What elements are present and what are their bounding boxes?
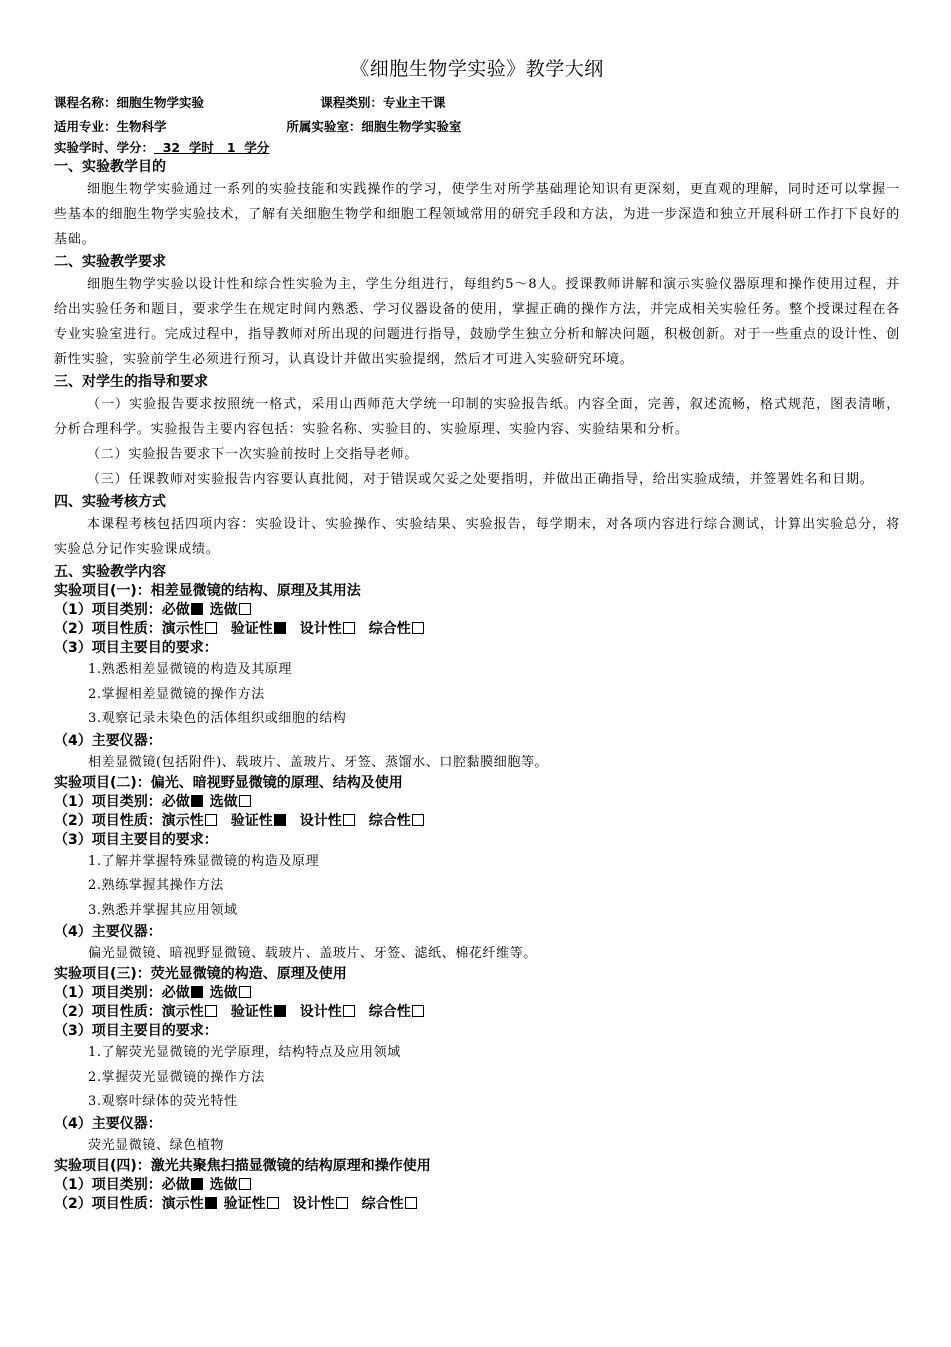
section-paragraph: 细胞生物学实验以设计性和综合性实验为主，学生分组进行，每组约5～8人。授课教师讲解和演示实验仪器原理和操作使用过程，并给出实验任务和题目，要求学生在规定时间内熟悉、学习仪器设备的使用，掌握正确的操作方法，并完成相关实验任务。整个授课过程在各专业实验室进行。完成过程中，指导教师对所出现的问题进行指导，鼓励学生独立分析和解决问题，积极创新。对于一些重点的设计性、创新性实验，实验前学生必须进行预习，认真设计并做出实验提纲，然后才可进入实验研究环境。 [54, 277, 900, 367]
type-label: （1）项目类别： [54, 602, 162, 618]
optional-label: 选做 [209, 1176, 238, 1193]
comprehensive-label: 综合性 [368, 621, 411, 637]
section-paragraph: （三）任课教师对实验报告内容要认真批阅，对于错误或欠妥之处要指明，并做出正确指导，给出实验成绩，并签署姓名和日期。 [87, 472, 874, 487]
section-heading: 四、实验考核方式 [54, 494, 166, 510]
checkbox-unchecked [267, 1197, 279, 1209]
checkbox-unchecked [405, 1197, 417, 1209]
hours-credits [54, 139, 900, 157]
project-type-row [54, 984, 900, 1003]
comprehensive-label: 综合性 [368, 812, 411, 829]
goal-item: 2.掌握荧光显微镜的操作方法 [88, 1069, 265, 1085]
hours-label: 实验学时、学分： [54, 140, 155, 155]
major: 适用专业：生物科学 [54, 119, 167, 134]
nature-label: （2）项目性质： [54, 1004, 162, 1020]
required-label: 必做 [161, 602, 190, 618]
goal-item: 1.熟悉相差显微镜的构造及其原理 [88, 662, 293, 677]
nature-label: （2）项目性质： [54, 1195, 162, 1212]
checkbox-checked [191, 1178, 203, 1190]
comprehensive-label: 综合性 [368, 1004, 411, 1020]
syllabus-page [54, 54, 900, 1214]
nature-label: （2）项目性质： [54, 812, 162, 829]
section-heading: 三、对学生的指导和要求 [54, 374, 208, 390]
project-nature-row [54, 1003, 900, 1022]
goals-heading: （3）项目主要目的要求： [54, 1023, 218, 1039]
design-label: 设计性 [292, 1195, 335, 1212]
project-title: 实验项目(二)：偏光、暗视野显微镜的原理、结构及使用 [54, 774, 403, 791]
nature-label: （2）项目性质： [54, 621, 162, 637]
meta-row-2 [54, 115, 900, 139]
goals-heading: （3）项目主要目的要求： [54, 831, 218, 848]
design-label: 设计性 [299, 812, 342, 829]
required-label: 必做 [161, 1176, 190, 1193]
equipment-heading: （4）主要仪器： [54, 1115, 162, 1132]
checkbox-unchecked [239, 795, 251, 807]
checkbox-unchecked [336, 1197, 348, 1209]
document-title: 《细胞生物学实验》教学大纲 [350, 58, 604, 80]
project-type-row [54, 793, 900, 812]
demo-label: 演示性 [161, 812, 204, 829]
checkbox-unchecked [412, 622, 424, 634]
required-label: 必做 [161, 793, 190, 810]
project-title: 实验项目(一)：相差显微镜的结构、原理及其用法 [54, 583, 361, 599]
checkbox-unchecked [205, 814, 217, 826]
section-heading: 五、实验教学内容 [54, 564, 166, 580]
checkbox-unchecked [205, 622, 217, 634]
goal-item: 1.了解并掌握特殊显微镜的构造及原理 [88, 853, 320, 869]
section-paragraph: （一）实验报告要求按照统一格式，采用山西师范大学统一印制的实验报告纸。内容全面，完善，叙述流畅，格式规范，图表清晰，分析合理科学。实验报告主要内容包括：实验名称、实验目的、实验原理、实验内容、实验结果和分析。 [54, 397, 900, 437]
checkbox-unchecked [412, 814, 424, 826]
checkbox-checked [191, 603, 203, 615]
demo-label: 演示性 [161, 621, 204, 637]
hours-value: 32 学时 1 学分 [154, 140, 270, 155]
goal-item: 2.掌握相差显微镜的操作方法 [88, 686, 265, 702]
goal-item: 3.观察叶绿体的荧光特性 [88, 1094, 238, 1109]
verify-label: 验证性 [230, 812, 273, 829]
type-label: （1）项目类别： [54, 793, 162, 810]
equipment-text: 相差显微镜(包括附件)、载玻片、盖玻片、牙签、蒸馏水、口腔黏膜细胞等。 [88, 754, 549, 770]
course-type: 课程类别：专业主干课 [320, 95, 446, 110]
required-label: 必做 [161, 985, 190, 1001]
course-name: 课程名称：细胞生物学实验 [54, 95, 205, 110]
project-type-row [54, 1176, 900, 1195]
type-label: （1）项目类别： [54, 985, 162, 1001]
project-title: 实验项目(三)：荧光显微镜的构造、原理及使用 [54, 966, 347, 982]
equipment-text: 荧光显微镜、绿色植物 [88, 1137, 225, 1153]
equipment-heading: （4）主要仪器： [54, 732, 162, 749]
type-label: （1）项目类别： [54, 1176, 162, 1193]
design-label: 设计性 [299, 1004, 342, 1020]
optional-label: 选做 [209, 602, 238, 618]
checkbox-unchecked [205, 1005, 217, 1017]
project-type-row [54, 601, 900, 620]
section-paragraph: （二）实验报告要求下一次实验前按时上交指导老师。 [87, 447, 419, 462]
section-heading: 一、实验教学目的 [54, 159, 166, 175]
checkbox-checked [274, 622, 286, 634]
section-heading: 二、实验教学要求 [54, 254, 166, 270]
demo-label: 演示性 [161, 1004, 204, 1020]
demo-label: 演示性 [161, 1195, 204, 1212]
checkbox-unchecked [412, 1005, 424, 1017]
checkbox-unchecked [343, 622, 355, 634]
section-paragraph: 细胞生物学实验通过一系列的实验技能和实践操作的学习，使学生对所学基础理论知识有更深刻，更直观的理解，同时还可以掌握一些基本的细胞生物学实验技术，了解有关细胞生物学和细胞工程领域常用的研究手段和方法，为进一步深造和独立开展科研工作打下良好的基础。 [54, 182, 900, 247]
optional-label: 选做 [209, 793, 238, 810]
checkbox-unchecked [343, 1005, 355, 1017]
project-nature-row [54, 812, 900, 831]
optional-label: 选做 [209, 985, 238, 1001]
verify-label: 验证性 [230, 1004, 273, 1020]
lab: 所属实验室：细胞生物学实验室 [286, 119, 462, 134]
checkbox-checked [191, 795, 203, 807]
goal-item: 3.熟悉并掌握其应用领域 [88, 902, 238, 918]
section-paragraph: 本课程考核包括四项内容：实验设计、实验操作、实验结果、实验报告，每学期末，对各项内容进行综合测试，计算出实验总分，将实验总分记作实验课成绩。 [54, 517, 900, 557]
design-label: 设计性 [299, 621, 342, 637]
project-title: 实验项目(四)：激光共聚焦扫描显微镜的结构原理和操作使用 [54, 1157, 431, 1174]
checkbox-checked [274, 1005, 286, 1017]
goal-item: 1.了解荧光显微镜的光学原理，结构特点及应用领域 [88, 1045, 401, 1060]
goal-item: 2.熟练掌握其操作方法 [88, 878, 225, 893]
checkbox-checked [205, 1197, 217, 1209]
verify-label: 验证性 [230, 621, 273, 637]
equipment-heading: （4）主要仪器： [54, 924, 162, 940]
checkbox-checked [274, 814, 286, 826]
goal-item: 3.观察记录未染色的活体组织或细胞的结构 [88, 711, 347, 726]
verify-label: 验证性 [223, 1195, 266, 1212]
checkbox-unchecked [239, 986, 251, 998]
project-nature-row [54, 620, 900, 639]
goals-heading: （3）项目主要目的要求： [54, 640, 218, 656]
checkbox-checked [191, 986, 203, 998]
comprehensive-label: 综合性 [361, 1195, 404, 1212]
checkbox-unchecked [343, 814, 355, 826]
checkbox-unchecked [239, 603, 251, 615]
meta-row-1 [54, 91, 900, 115]
equipment-text: 偏光显微镜、暗视野显微镜、载玻片、盖玻片、牙签、滤纸、棉花纤维等。 [88, 946, 537, 961]
checkbox-unchecked [239, 1178, 251, 1190]
project-nature-row [54, 1195, 900, 1214]
